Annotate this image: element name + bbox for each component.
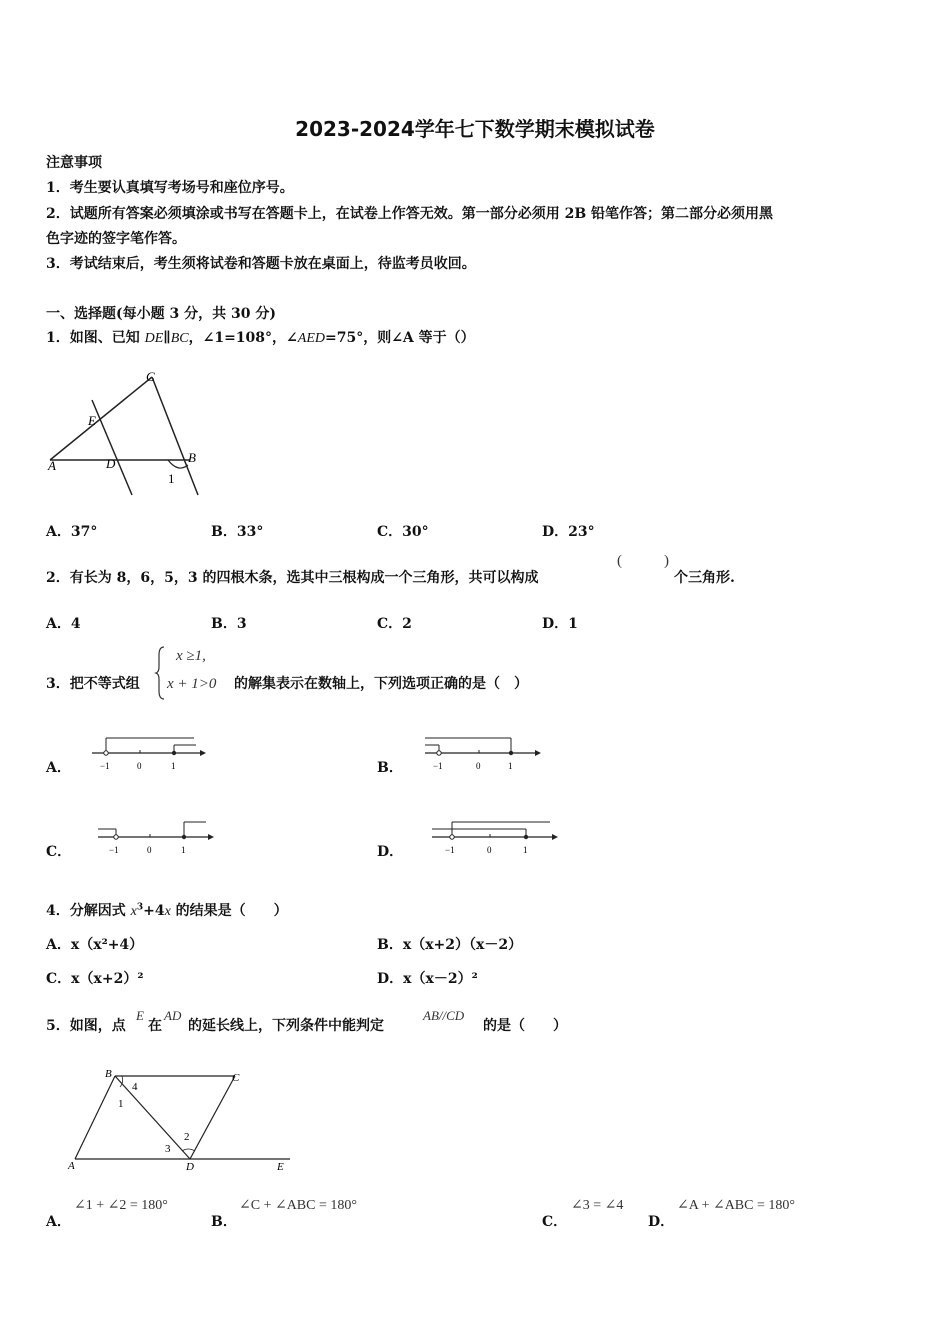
q2-option-d: D．1 bbox=[542, 616, 578, 632]
q5-label-1: 1 bbox=[118, 1098, 124, 1110]
q1-option-d: D．23° bbox=[542, 524, 595, 540]
q2-option-b: B．3 bbox=[211, 616, 247, 632]
q5-on: 在 bbox=[148, 1018, 162, 1034]
page-title: 2023-2024学年七下数学期末模拟试卷 bbox=[295, 117, 655, 141]
tick-0: 0 bbox=[487, 845, 492, 855]
q5-option-a-expr: ∠1 + ∠2 = 180° bbox=[74, 1198, 168, 1213]
q3-suffix: 的解集表示在数轴上，下列选项正确的是（ ） bbox=[234, 676, 528, 692]
q3-numberline-b bbox=[423, 733, 548, 775]
q2-option-a: A．4 bbox=[46, 616, 81, 632]
q2-paren-close: ) bbox=[664, 553, 669, 569]
q5-prefix: 5．如图，点 bbox=[46, 1018, 126, 1034]
q1-label-d: D bbox=[106, 456, 116, 471]
q3-option-b: B． bbox=[377, 760, 403, 776]
q1-figure bbox=[40, 365, 210, 500]
section-heading: 一、选择题(每小题 3 分，共 30 分) bbox=[46, 306, 276, 322]
q3-numberline-d bbox=[430, 817, 565, 859]
tick-neg1: −1 bbox=[109, 845, 119, 855]
q5-label-2: 2 bbox=[184, 1131, 190, 1143]
q3-prefix: 3．把不等式组 bbox=[46, 676, 140, 692]
q2-suffix: 个三角形. bbox=[674, 570, 735, 586]
q5-label-c: C bbox=[232, 1072, 240, 1084]
q5-figure bbox=[60, 1063, 300, 1178]
q4-option-c: C．x（x+2）² bbox=[46, 971, 144, 987]
tick-1: 1 bbox=[508, 761, 513, 771]
q5-option-c-expr: ∠3 = ∠4 bbox=[571, 1198, 624, 1213]
tick-1: 1 bbox=[523, 845, 528, 855]
q5-suffix: 的是（ ） bbox=[483, 1018, 567, 1034]
tick-neg1: −1 bbox=[445, 845, 455, 855]
q5-option-d-expr: ∠A + ∠ABC = 180° bbox=[677, 1198, 795, 1213]
q2-paren-open: ( bbox=[617, 553, 622, 569]
q3-numberline-a bbox=[90, 733, 210, 775]
q1-label-a: A bbox=[48, 458, 56, 473]
q1-option-a: A．37° bbox=[46, 524, 98, 540]
notice-item-2-cont: 色字迹的签字笔作答。 bbox=[46, 231, 186, 247]
q3-option-d: D． bbox=[377, 844, 404, 860]
q5-option-c-label: C． bbox=[542, 1214, 568, 1230]
q3-brace bbox=[156, 645, 166, 701]
q3-numberline-c bbox=[96, 817, 221, 859]
notice-item-3: 3．考试结束后，考生须将试卷和答题卡放在桌面上，待监考员收回。 bbox=[46, 256, 476, 272]
tick-0: 0 bbox=[147, 845, 152, 855]
q1-label-c: C bbox=[146, 369, 155, 384]
q4-text: 4．分解因式 $x^3+4x$ 的结果是（ ） bbox=[46, 902, 288, 919]
notice-item-1: 1．考生要认真填写考场号和座位序号。 bbox=[46, 180, 294, 196]
q4-option-d: D．x（x－2）² bbox=[377, 971, 478, 987]
q5-abcd: AB//CD bbox=[423, 1008, 465, 1023]
notice-heading: 注意事项 bbox=[46, 155, 102, 171]
q5-label-e: E bbox=[277, 1161, 284, 1173]
tick-1: 1 bbox=[181, 845, 186, 855]
q5-option-b-expr: ∠C + ∠ABC = 180° bbox=[239, 1198, 357, 1213]
q5-label-3: 3 bbox=[165, 1143, 171, 1155]
q5-option-d-label: D． bbox=[648, 1214, 675, 1230]
q1-label-e: E bbox=[88, 413, 96, 428]
tick-1: 1 bbox=[171, 761, 176, 771]
q1-label-1: 1 bbox=[168, 471, 175, 486]
q5-label-4: 4 bbox=[132, 1081, 138, 1093]
q4-option-b: B．x（x+2）（x－2） bbox=[377, 937, 523, 953]
tick-0: 0 bbox=[476, 761, 481, 771]
q4-option-a: A．x（x²+4） bbox=[46, 937, 144, 953]
q5-option-a-label: A． bbox=[46, 1214, 71, 1230]
q5-e: E bbox=[136, 1008, 144, 1023]
q2-text: 2．有长为 8，6，5，3 的四根木条，选其中三根构成一个三角形，共可以构成 bbox=[46, 570, 539, 586]
notice-item-2: 2．试题所有答案必须填涂或书写在答题卡上，在试卷上作答无效。第一部分必须用 2B 铅笔作答；第二部分必须用黑 bbox=[46, 206, 774, 222]
q1-label-b: B bbox=[188, 450, 196, 465]
tick-neg1: −1 bbox=[433, 761, 443, 771]
q5-option-b-label: B． bbox=[211, 1214, 237, 1230]
q5-ad: AD bbox=[164, 1008, 182, 1023]
q3-option-c: C． bbox=[46, 844, 72, 860]
q3-inequality-1: x ≥1, bbox=[176, 648, 206, 664]
q3-inequality-2: x + 1>0 bbox=[167, 676, 217, 692]
q1-option-c: C．30° bbox=[377, 524, 429, 540]
q5-mid: 的延长线上，下列条件中能判定 bbox=[188, 1018, 384, 1034]
tick-0: 0 bbox=[137, 761, 142, 771]
q1-text: 1．如图、已知 DE∥BC，∠1=108°，∠AED=75°，则∠A 等于（） bbox=[46, 330, 475, 346]
q2-option-c: C．2 bbox=[377, 616, 412, 632]
q5-label-d: D bbox=[186, 1161, 194, 1173]
q3-option-a: A． bbox=[46, 760, 71, 776]
q5-label-a: A bbox=[68, 1160, 75, 1172]
q5-label-b: B bbox=[105, 1068, 112, 1080]
tick-neg1: −1 bbox=[100, 761, 110, 771]
q1-option-b: B．33° bbox=[211, 524, 264, 540]
